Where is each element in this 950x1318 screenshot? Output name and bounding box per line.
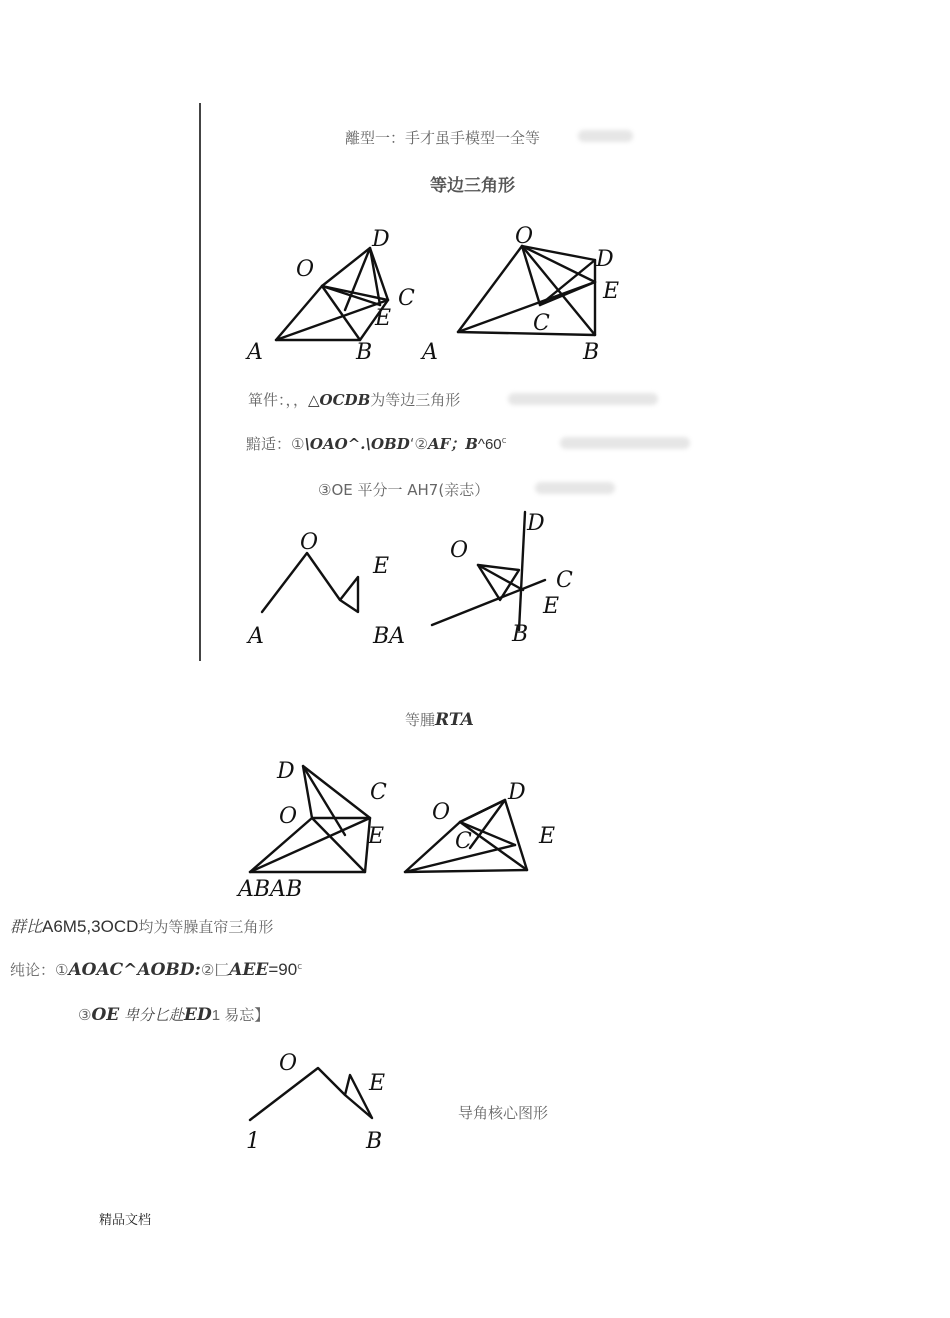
conclusion-math2: AF；B bbox=[427, 435, 478, 453]
condition-math: △OCDB bbox=[308, 391, 371, 409]
conclusion-mid: ‘② bbox=[409, 435, 428, 453]
label-E: E bbox=[373, 554, 390, 579]
footer-label: 精品文档 bbox=[99, 1213, 152, 1228]
section1-note: ③OE 平分一 AH7(亲志） bbox=[318, 481, 490, 499]
label-O: O bbox=[515, 224, 534, 249]
condition-prefix: 群比 bbox=[10, 917, 43, 936]
label-D: D bbox=[596, 247, 614, 272]
title-prefix: 等腫 bbox=[405, 711, 436, 729]
condition-suffix: 均为等臊直帘三角形 bbox=[138, 918, 274, 936]
label-C: C bbox=[533, 311, 550, 336]
note-math2: ED bbox=[184, 1005, 212, 1025]
note-prefix: ③ bbox=[78, 1006, 92, 1024]
label-E: E bbox=[375, 306, 392, 331]
note-math1: OE bbox=[91, 1005, 120, 1025]
degree-sup: c bbox=[501, 436, 507, 446]
condition-suffix: 为等边三角形 bbox=[370, 391, 461, 409]
degree-sup: c bbox=[297, 962, 303, 972]
label-A: A bbox=[422, 340, 438, 365]
label-B: B bbox=[512, 622, 529, 647]
title-math: RTA bbox=[435, 710, 474, 730]
label-A: A bbox=[247, 340, 263, 365]
label-C: C bbox=[556, 568, 573, 593]
condition-prefix: 箪件：，， bbox=[248, 391, 309, 409]
label-B: B bbox=[583, 340, 600, 365]
label-D: D bbox=[372, 227, 390, 252]
label-B: B bbox=[366, 1129, 383, 1154]
core-figure-caption: 导角核心图形 bbox=[458, 1104, 549, 1122]
label-O: O bbox=[432, 800, 451, 825]
label-O: O bbox=[300, 530, 319, 555]
conclusion-prefix: 纯论：① bbox=[10, 961, 69, 979]
label-E: E bbox=[603, 279, 620, 304]
label-E: E bbox=[539, 824, 556, 849]
label-BA: BA bbox=[373, 624, 406, 649]
label-D: D bbox=[508, 780, 526, 805]
label-C: C bbox=[370, 780, 387, 805]
label-B: B bbox=[356, 340, 373, 365]
conclusion-tail: ^60 bbox=[477, 436, 502, 453]
note-tail: 1 易忘】 bbox=[211, 1007, 270, 1024]
note-mid: 卑分匕赴 bbox=[124, 1006, 185, 1024]
label-E: E bbox=[369, 1071, 386, 1096]
label-E: E bbox=[368, 824, 385, 849]
label-bottom: ABAB bbox=[238, 877, 303, 902]
conclusion-math2: AEE bbox=[229, 960, 269, 980]
section1-subtitle: 等边三角形 bbox=[430, 176, 515, 196]
label-C: C bbox=[455, 829, 472, 854]
conclusion-tail: =90 bbox=[268, 960, 298, 979]
label-D: D bbox=[277, 759, 295, 784]
label-O: O bbox=[296, 257, 315, 282]
label-O: O bbox=[279, 804, 298, 829]
label-C: C bbox=[398, 286, 415, 311]
label-A: 1 bbox=[246, 1129, 260, 1154]
label-E: E bbox=[543, 594, 560, 619]
conclusion-prefix: 黯适：① bbox=[246, 435, 305, 453]
label-A: A bbox=[248, 624, 264, 649]
section1-title: 離型一：手才虽手模型一全等 bbox=[345, 129, 541, 147]
label-D: D bbox=[527, 511, 545, 536]
label-O: O bbox=[279, 1051, 298, 1076]
conclusion-math1: \OAO^.\OBD bbox=[304, 435, 410, 453]
label-O: O bbox=[450, 538, 469, 563]
conclusion-math1: AOAC^AOBD: bbox=[68, 960, 201, 980]
condition-main: A6M5,3OCD bbox=[42, 917, 139, 936]
conclusion-mid: ②匚 bbox=[200, 961, 230, 979]
